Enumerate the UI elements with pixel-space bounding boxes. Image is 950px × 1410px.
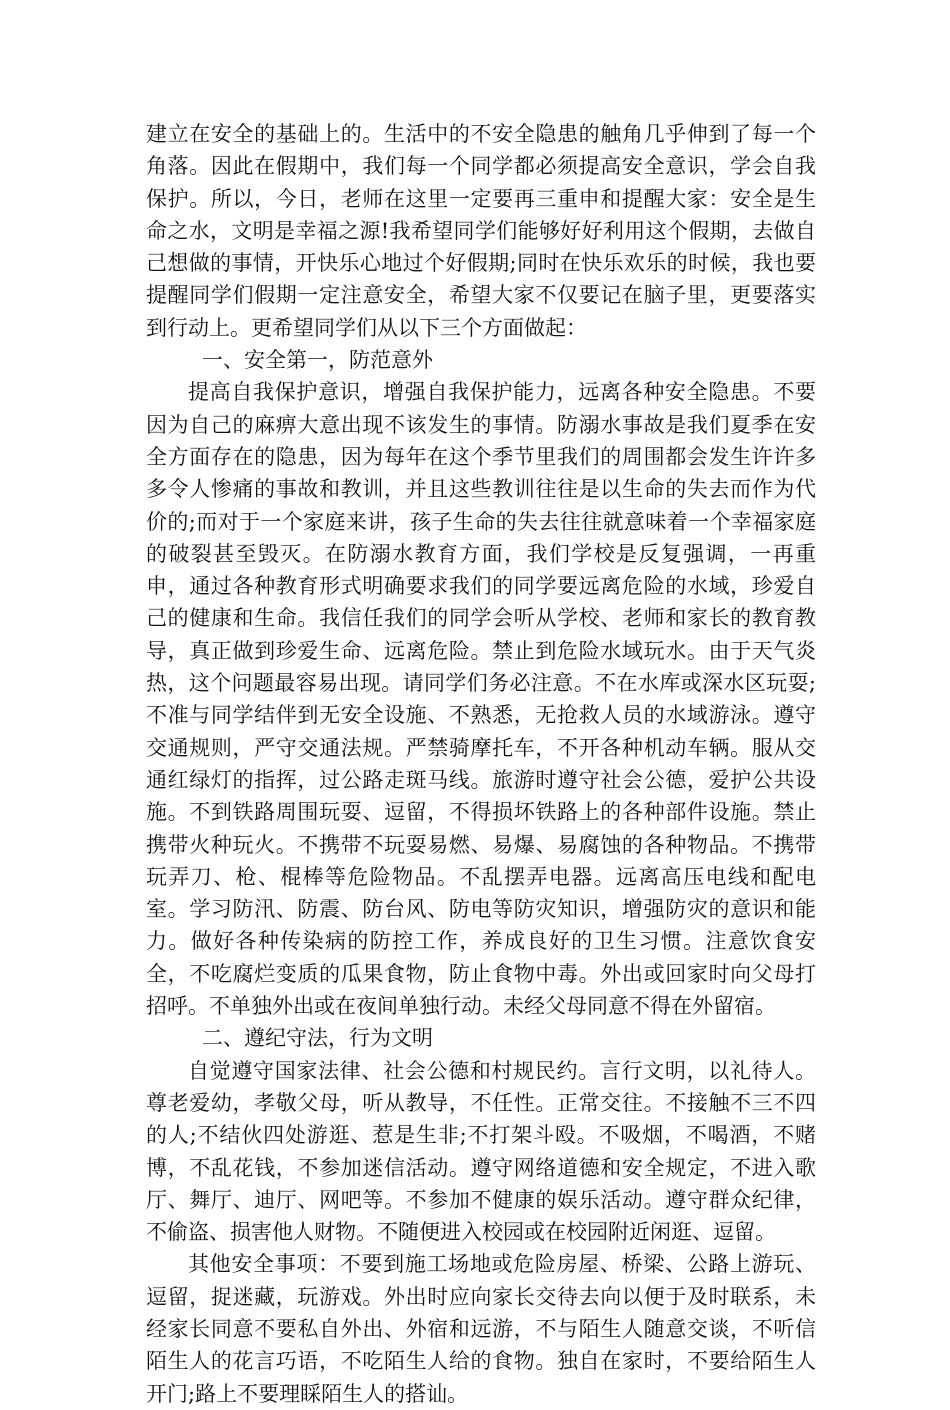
safety-paragraph: 提高自我保护意识，增强自我保护能力，远离各种安全隐患。不要因为自己的麻痹大意出现不该发生的事情。防溺水事故是我们夏季在安全方面存在的隐患，因为每年在这个季节里我们的周围都会发生许许多多令人惨痛的事故和教训，并且这些教训往往是以生命的失去而作为代价的;而对于一个家庭来讲，孩子生命的失去往往就意味着一个幸福家庭的破裂甚至毁灭。在防溺水教育方面，我们学校是反复强调，一再重申，通过各种教育形式明确要求我们的同学要远离危险的水域，珍爱自己的健康和生命。我信任我们的同学会听从学校、老师和家长的教育教导，真正做到珍爱生命、远离危险。禁止到危险水域玩水。由于天气炎热，这个问题最容易出现。请同学们务必注意。不在水库或深水区玩耍;不准与同学结伴到无安全设施、不熟悉，无抢救人员的水域游泳。遵守交通规则，严守交通法规。严禁骑摩托车，不开各种机动车辆。服从交通红绿灯的指挥，过公路走斑马线。旅游时遵守社会公德，爱护公共设施。不到铁路周围玩耍、逗留，不得损坏铁路上的各种部件设施。禁止携带火种玩火。不携带不玩耍易燃、易爆、易腐蚀的各种物品。不携带玩弄刀、枪、棍棒等危险物品。不乱摆弄电器。远离高压电线和配电室。学习防汛、防震、防台风、防电等防灾知识，增强防灾的意识和能力。做好各种传染病的防控工作，养成良好的卫生习惯。注意饮食安全，不吃腐烂变质的瓜果食物，防止食物中毒。外出或回家时向父母打招呼。不单独外出或在夜间单独行动。未经父母同意不得在外留宿。	[146, 380, 816, 1019]
section-heading-discipline: 二、遵纪守法，行为文明	[202, 1026, 433, 1051]
intro-paragraph: 建立在安全的基础上的。生活中的不安全隐患的触角几乎伸到了每一个角落。因此在假期中，我们每一个同学都必须提高安全意识，学会自我保护。所以，今日，老师在这里一定要再三重申和提醒大家：安全是生命之水，文明是幸福之源!我希望同学们能够好好利用这个假期，去做自己想做的事情，开快乐心地过个好假期;同时在快乐欢乐的时候，我也要提醒同学们假期一定注意安全，希望大家不仅要记在脑子里，更要落实到行动上。更希望同学们从以下三个方面做起：	[146, 122, 816, 340]
document-page	[146, 118, 816, 1410]
other-safety-paragraph: 其他安全事项：不要到施工场地或危险房屋、桥梁、公路上游玩、逗留，捉迷藏，玩游戏。外出时应向家长交待去向以便于及时联系，未经家长同意不要私自外出、外宿和远游，不与陌生人随意交谈，不听信陌生人的花言巧语，不吃陌生人给的食物。独自在家时，不要给陌生人开门;路上不要理睬陌生人的搭讪。	[146, 1252, 816, 1406]
section-heading-safety: 一、安全第一，防范意外	[202, 348, 433, 373]
discipline-paragraph: 自觉遵守国家法律、社会公德和村规民约。言行文明，以礼待人。尊老爱幼，孝敬父母，听从教导，不任性。正常交往。不接触不三不四的人;不结伙四处游逛、惹是生非;不打架斗殴。不吸烟，不喝酒，不赌博，不乱花钱，不参加迷信活动。遵守网络道德和安全规定，不进入歌厅、舞厅、迪厅、网吧等。不参加不健康的娱乐活动。遵守群众纪律，不偷盗、损害他人财物。不随便进入校园或在校园附近闲逛、逗留。	[146, 1058, 816, 1245]
